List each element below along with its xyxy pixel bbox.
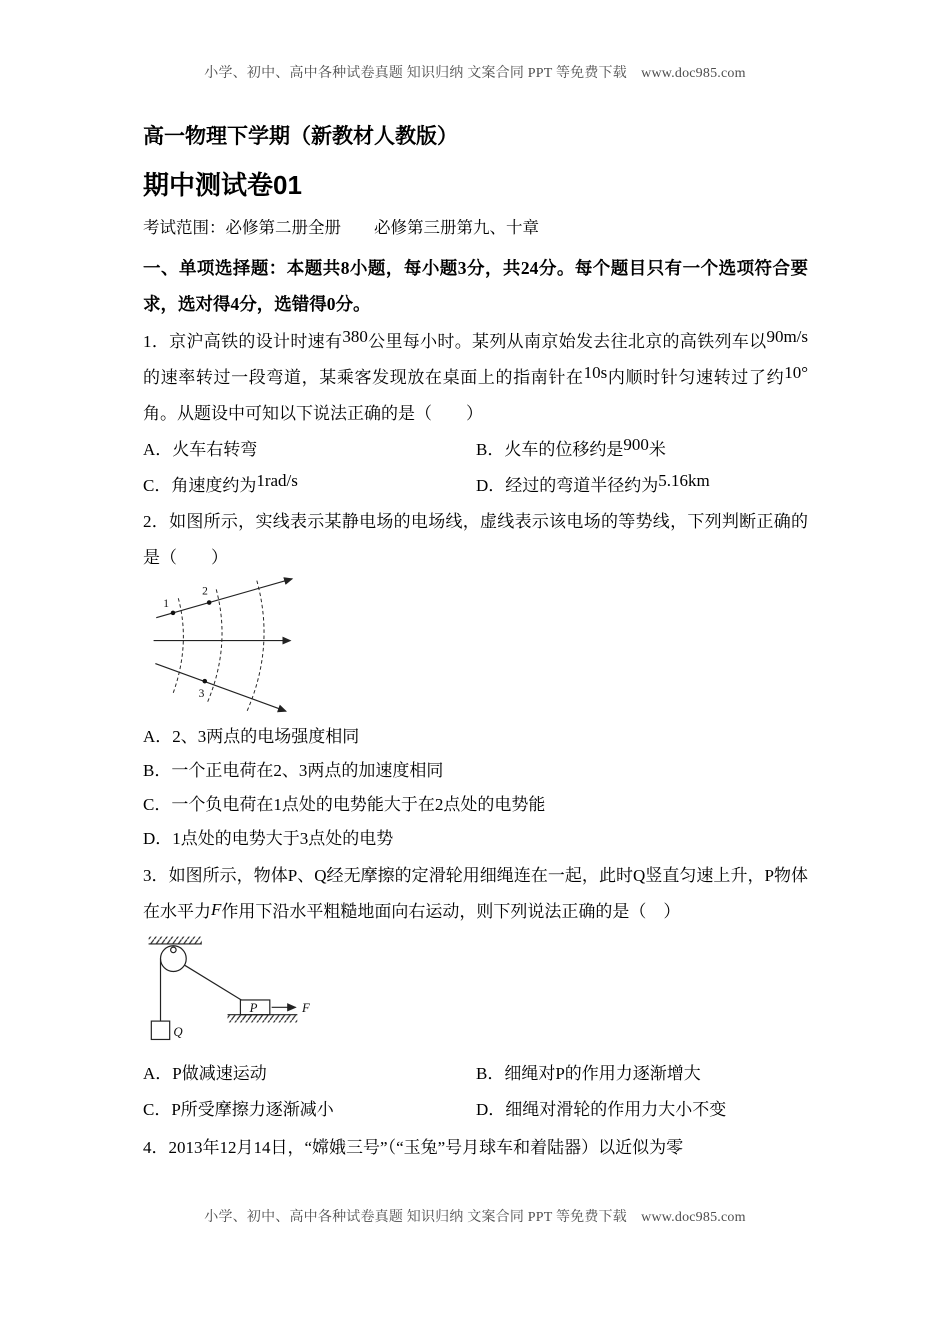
q1-text-5: 角。从题设中可知以下说法正确的是（ ）	[143, 404, 483, 423]
field-point-2-dot	[207, 600, 212, 605]
q1-value-speed: 90m/s	[766, 327, 809, 346]
block-p-label: P	[249, 1000, 258, 1015]
ground-hatch	[228, 1015, 298, 1022]
field-point-3-dot	[202, 679, 207, 684]
ceiling-hatch	[149, 937, 202, 944]
section-1-heading: 一、单项选择题：本题共8小题，每小题3分，共24分。每个题目只有一个选项符合要求，选对得4分，选错得0分。	[143, 258, 808, 314]
q1-number: 1．	[143, 332, 170, 351]
q1-option-c	[143, 468, 476, 504]
q1-option-c-pre: C．角速度约为	[143, 476, 257, 495]
question-4-text	[143, 1130, 808, 1166]
q1-value-speed-limit: 380	[342, 327, 368, 346]
q3-options-row-1	[143, 1056, 808, 1092]
doc-title: 高一物理下学期（新教材人教版）	[143, 125, 458, 148]
q1-text-2: 公里每小时。某列从南京始发去往北京的高铁列车以	[367, 332, 767, 351]
doc-subtitle: 期中测试卷01	[143, 170, 302, 200]
question-1-text	[143, 324, 808, 432]
q1-options-row-2	[143, 468, 808, 504]
q3-option-b: B．细绳对P的作用力逐渐增大	[476, 1064, 701, 1083]
q2-number: 2．	[143, 512, 170, 531]
pulley-wheel	[161, 946, 187, 972]
exam-scope-line: 考试范围：必修第二册全册 必修第三册第九、十章	[143, 218, 539, 237]
q3-option-c: C．P所受摩擦力逐渐减小	[143, 1100, 334, 1119]
q1-value-time: 10s	[583, 363, 608, 382]
block-q-label: Q	[173, 1024, 183, 1039]
q1-value-angle: 10°	[784, 363, 809, 382]
q3-option-d: D．细绳对滑轮的作用力大小不变	[476, 1100, 727, 1119]
field-point-label-3: 3	[198, 688, 205, 701]
q2-option-d: D．1点处的电势大于3点处的电势	[143, 829, 394, 848]
q1-option-b-post: 米	[648, 440, 666, 459]
q1-option-d	[476, 468, 808, 504]
q1-options-row-1	[143, 432, 808, 468]
q3-text-1: 如图所示，物体P、Q经无摩擦的定滑轮用细绳连在一起，此时Q竖直匀速上升，P物体在水平力	[143, 866, 809, 921]
field-line-bottom	[155, 664, 286, 712]
q3-option-a: A．P做减速运动	[143, 1064, 267, 1083]
field-point-1-dot	[171, 611, 176, 616]
q1-text-1: 京沪高铁的设计时速有	[169, 332, 343, 351]
field-point-label-1: 1	[163, 598, 170, 611]
q2-option-c: C．一个负电荷在1点处的电势能大于在2点处的电势能	[143, 795, 546, 814]
q3-number: 3．	[143, 866, 169, 885]
page-header-watermark: 小学、初中、高中各种试卷真题 知识归纳 文案合同 PPT 等免费下载 www.doc985.com	[204, 66, 746, 81]
q3-text-2: 作用下沿水平粗糙地面向右运动，则下列说法正确的是（ ）	[221, 902, 681, 921]
electric-field-lines-figure	[149, 570, 317, 720]
q2-option-b: B．一个正电荷在2、3两点的加速度相同	[143, 761, 444, 780]
force-label: F	[301, 1000, 310, 1015]
block-q	[151, 1021, 169, 1039]
q1-text-3: 的速率转过一段弯道，某乘客发现放在桌面上的指南针在	[143, 368, 584, 387]
pulley-pin	[171, 947, 177, 953]
q2-text: 如图所示，实线表示某静电场的电场线，虚线表示该电场的等势线，下列判断正确的是（ ）	[143, 512, 809, 567]
q1-option-b	[476, 432, 808, 468]
page-footer-watermark: 小学、初中、高中各种试卷真题 知识归纳 文案合同 PPT 等免费下载 www.doc985.com	[204, 1210, 746, 1225]
q1-option-d-value: 5.16km	[658, 471, 710, 490]
q4-number: 4．	[143, 1138, 169, 1157]
q2-option-a: A．2、3两点的电场强度相同	[143, 727, 360, 746]
q1-text-4: 内顺时针匀速转过了约	[607, 368, 785, 387]
q1-option-b-value: 900	[623, 435, 649, 454]
question-3-text	[143, 858, 808, 930]
q4-text: 2013年12月14日，“嫦娥三号”（“玉兔”号月球车和着陆器）以近似为零	[168, 1138, 684, 1157]
equipotential-line-3	[246, 581, 264, 713]
q3-options-row-2	[143, 1092, 808, 1128]
field-point-label-2: 2	[202, 585, 208, 598]
q1-option-a: A．火车右转弯	[143, 440, 258, 459]
q3-force-symbol: F	[211, 900, 222, 919]
q1-option-c-value: 1rad/s	[256, 471, 298, 490]
rope-diagonal	[184, 965, 241, 1000]
q1-option-b-pre: B．火车的位移约是	[476, 440, 624, 459]
document-content	[143, 122, 808, 1166]
question-2-text	[143, 504, 808, 576]
pulley-figure	[143, 932, 336, 1056]
field-line-top	[156, 579, 292, 618]
q1-option-d-pre: D．经过的弯道半径约为	[476, 476, 659, 495]
